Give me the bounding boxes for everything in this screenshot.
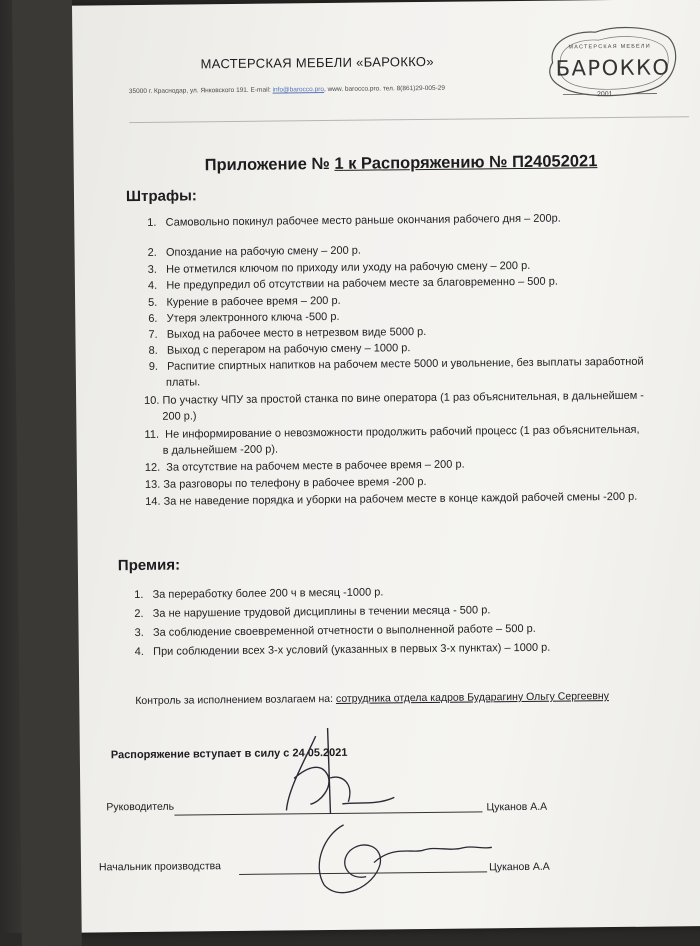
fine-text: Не отметился ключом по приходу или уходу на рабочую смену – 200 р. [166,260,530,276]
fine-item-3 [148,260,531,276]
fines-heading: Штрафы: [126,187,197,205]
address-prefix: 35000 г. Краснодар, ул. Янковского 191. E-mail: [129,87,273,96]
bonus-number: 2. [134,608,143,620]
fine-number: 6. [148,313,157,325]
fine-number: 10. [144,395,159,407]
address-suffix: , www. barocco.pro. тел. 8(861)29-005-29 [324,85,445,93]
fine-item-12 [145,459,465,474]
fine-item-1 [147,213,561,229]
signature-line-production-head [239,871,487,875]
document-title [205,152,598,175]
title-suffix: к Распоряжению № П24052021 [343,152,597,173]
document-sheet [40,0,700,933]
fine-number: 14. [145,496,160,508]
bonus-item-3 [135,623,536,639]
company-address [129,85,445,95]
fine-item-13 [145,476,427,491]
bonus-text: За не нарушение трудовой дисциплины в течении месяца - 500 р. [153,604,491,620]
control-statement [135,690,609,707]
fine-item-6 [148,311,339,325]
fine-number: 8. [149,345,158,357]
fine-item-11 [144,424,639,441]
fine-item-9 [149,356,644,373]
fine-text: За не наведение порядка и уборки на рабочем месте в конце каждой рабочей смены -200 р. [163,491,637,508]
fine-text: Не предупредил об отсутствии на рабочем месте за благовременно – 500 р. [166,276,558,292]
fine-text: Распитие спиртных напитков на рабочем месте 5000 и увольнение, без выплаты заработной [167,356,644,373]
bonus-number: 1. [134,589,143,601]
bonus-item-4 [135,642,551,658]
fine-item-7 [148,326,426,341]
title-number: 1 [334,155,343,173]
fine-item-9-continuation: платы. [166,376,200,388]
fine-text: За разговоры по телефону в рабочее время -200 р. [163,476,426,491]
effective-date: Распоряжение вступает в силу с 24.05.2021 [111,747,348,761]
bonus-item-1 [134,586,383,601]
logo-wordmark: БАРОККО [556,55,671,80]
fine-number: 1. [147,217,156,229]
fine-text: Курение в рабочее время – 200 р. [166,295,340,309]
fine-item-8 [149,342,411,357]
logo-year: 2001 [597,91,613,98]
title-prefix: Приложение № [205,155,335,174]
fine-item-11-continuation: в дальнейшем -200 р). [163,444,279,457]
bonus-number: 3. [135,627,144,639]
fine-text: Выход на рабочее место в нетрезвом виде 5000 р. [167,326,427,341]
fine-item-2 [148,245,361,259]
signature-name-production-head: Цуканов А.А [489,861,550,874]
fine-item-10-continuation: 200 р.) [162,410,196,422]
bonus-heading: Премия: [118,557,180,575]
fine-number: 3. [148,264,157,276]
fine-item-10 [144,390,644,407]
fine-number: 12. [145,462,160,474]
handwritten-signature-production-head [303,813,494,905]
signature-role-production-head: Начальник производства [99,860,221,873]
fine-number: 2. [148,247,157,259]
bonus-text: За переработку более 200 ч в месяц -1000 р. [152,586,383,600]
fine-text: Не информирование о невозможности продолжить рабочий процесс (1 раз объяснительная, [165,424,640,441]
fine-text: Утеря электронного ключа -500 р. [167,311,340,325]
fine-text: Выход с перегаром на рабочую смену – 1000 р. [167,342,411,357]
fine-number: 11. [144,429,159,441]
header-divider [129,116,689,123]
fine-text: Опоздание на рабочую смену – 200 р. [166,245,361,259]
company-name: МАСТЕРСКАЯ МЕБЕЛИ «БАРОККО» [201,54,434,71]
bonus-number: 4. [135,646,144,658]
fine-text: По участку ЧПУ за простой станка по вине оператора (1 раз объяснительная, в дальнейшем - [162,390,644,407]
fine-number: 5. [148,297,157,309]
bonus-text: При соблюдении всех 3-х условий (указанных в первых 3-х пунктах) – 1000 р. [153,642,550,658]
fine-number: 9. [149,361,158,373]
fine-number: 4. [148,280,157,292]
control-prefix: Контроль за исполнением возлагаем на: [135,693,336,707]
bonus-text: За соблюдение своевременной отчетности о выполненной работе – 500 р. [153,623,536,639]
fine-item-4 [148,276,558,292]
bonus-item-2 [134,604,490,620]
logo-subtitle: МАСТЕРСКАЯ МЕБЕЛИ [568,44,650,51]
fine-text: Самовольно покинул рабочее место раньше окончания рабочего дня – 200р. [166,213,561,229]
signature-line-director [174,811,482,815]
fine-number: 7. [148,329,157,341]
fine-item-14 [145,491,637,508]
fine-text: За отсутствие на рабочем месте в рабочее время – 200 р. [166,459,464,474]
signature-name-director: Цуканов А.А [486,801,547,814]
control-person: сотрудника отдела кадров Бударагину Ольгу Сергеевну [336,690,609,705]
email-link[interactable]: info@barocco.pro [273,86,324,94]
fine-number: 13. [145,479,160,491]
fine-item-5 [148,295,341,309]
signature-role-director: Руководитель [106,801,174,814]
